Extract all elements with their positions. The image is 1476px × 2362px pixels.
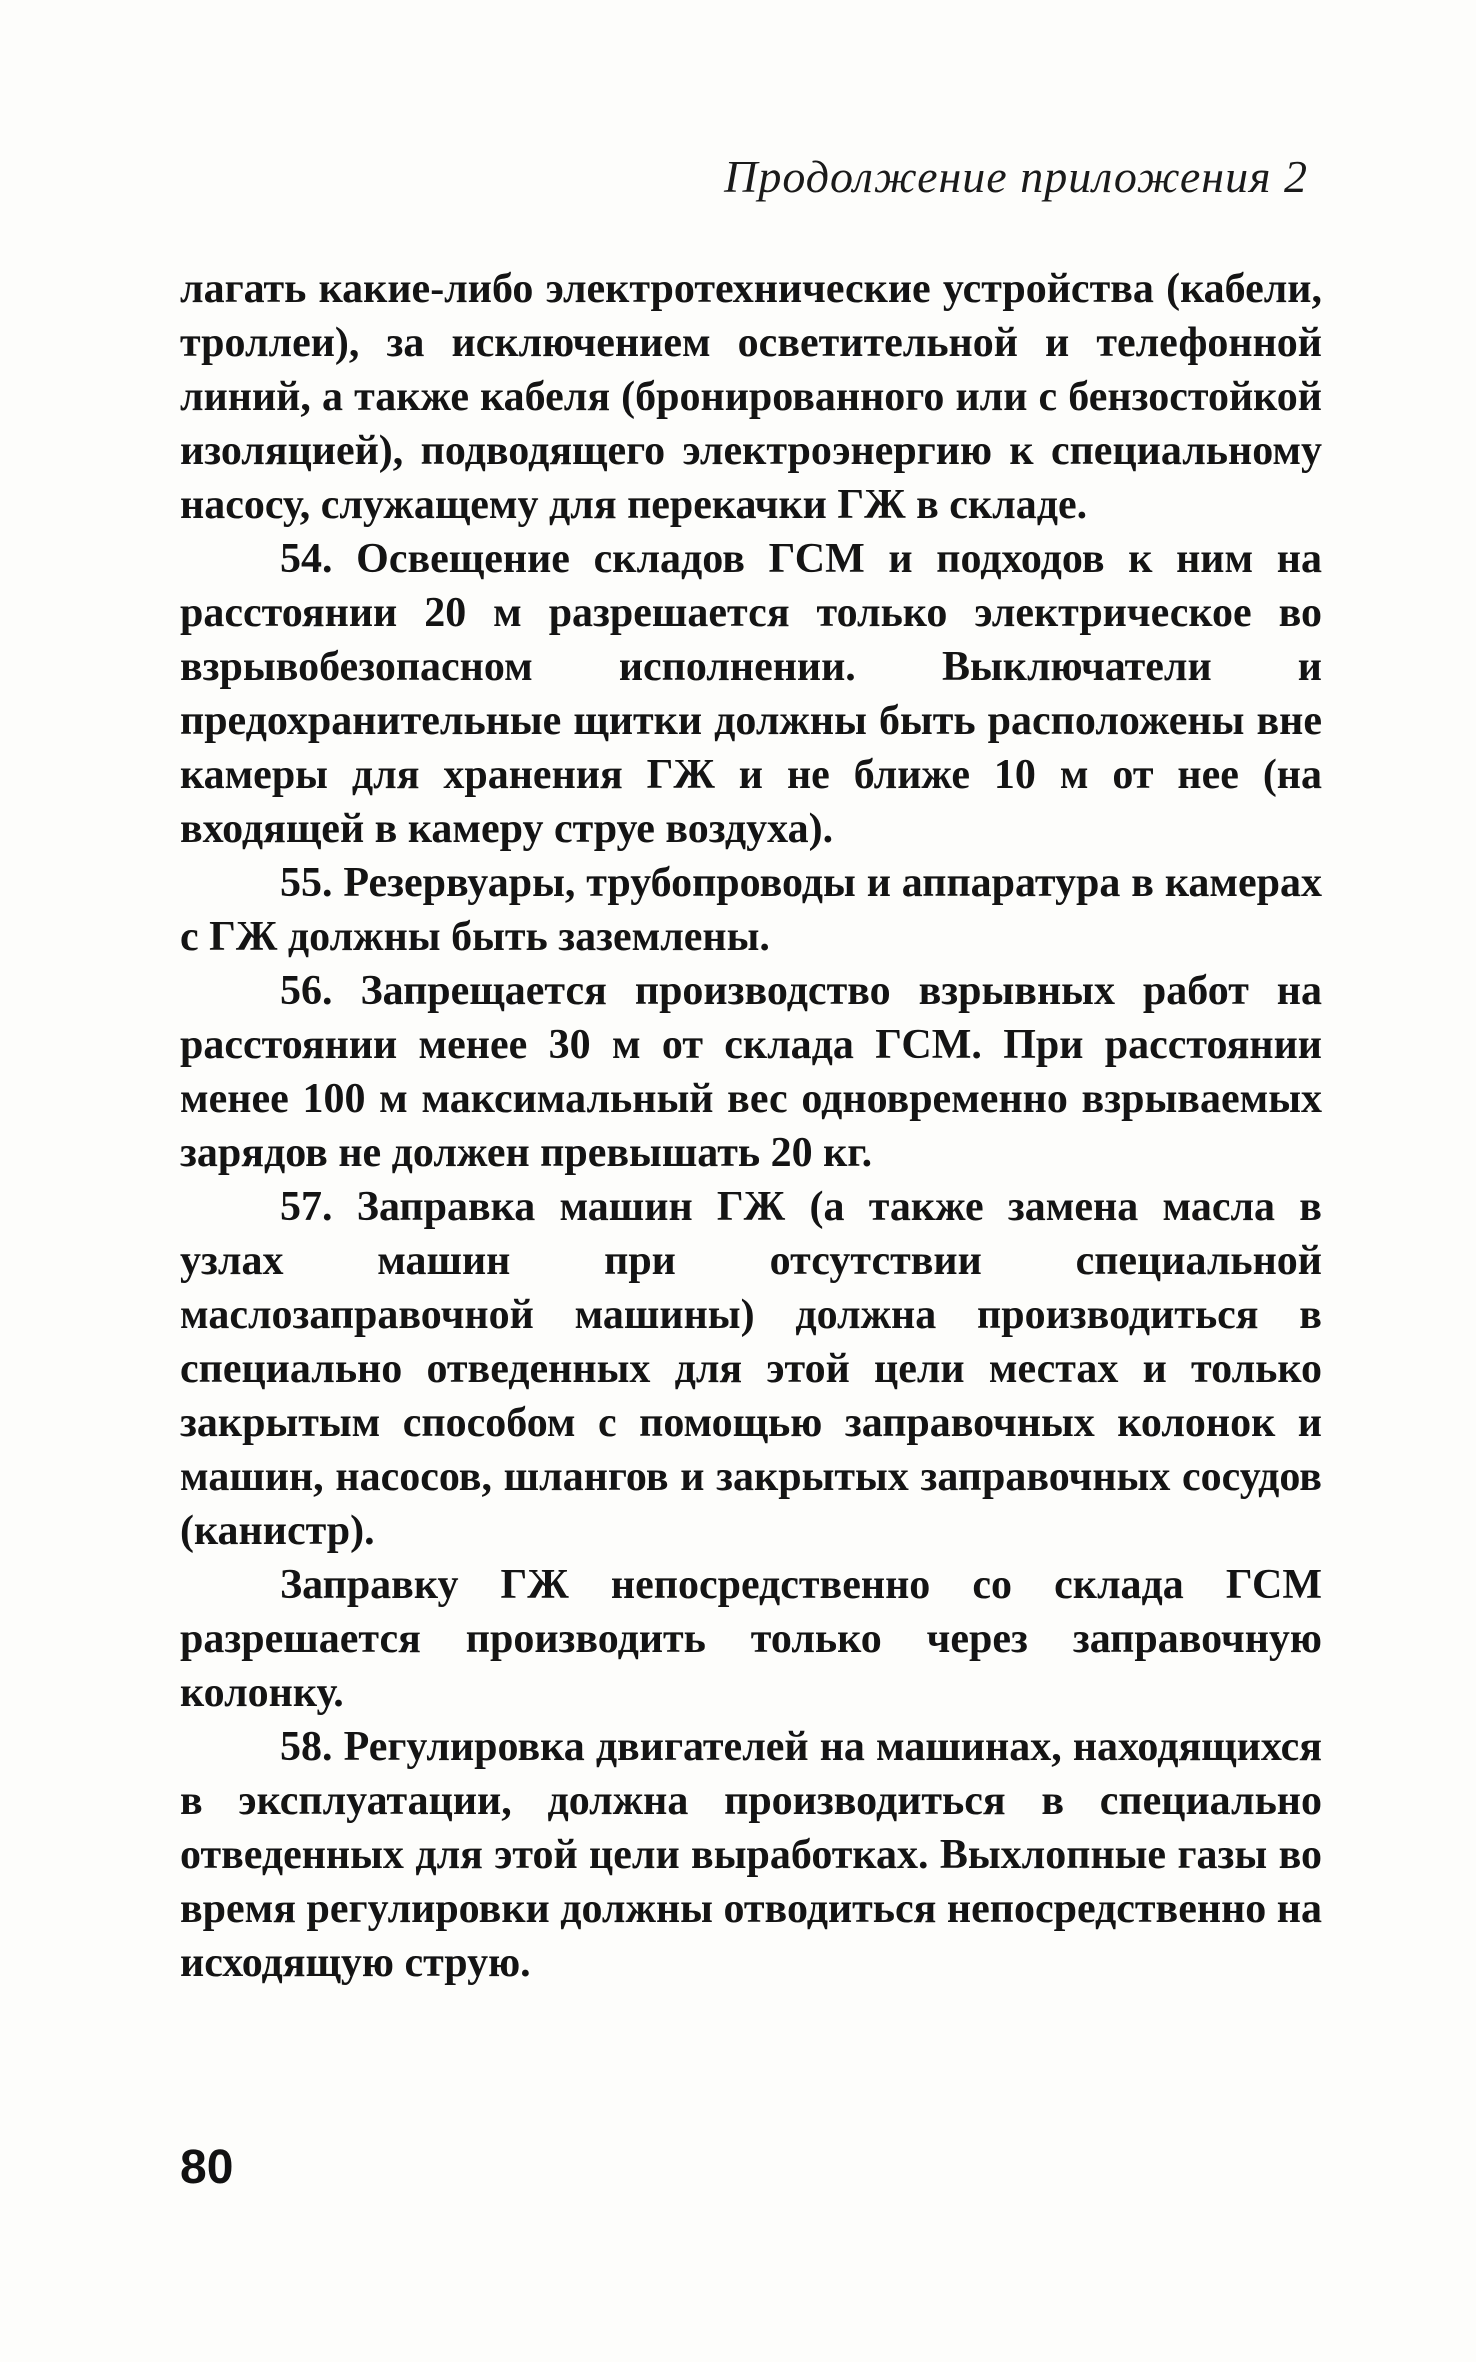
page-number: 80 [180,2141,234,2194]
paragraph-54: 54. Освещение складов ГСМ и подходов к ним на расстоянии 20 м разрешается только электрическое во взрывобезопасном исполнении. Выключатели и предохранительные щитки должны быть расположены вне камеры для хранения ГЖ и не ближе 10 м от нее (на входящей в камеру струе воздуха). [180,536,1322,852]
paragraph-continued: лагать какие-либо электротехнические устройства (кабели, троллеи), за исключением осветительной и телефонной линий, а также кабеля (бронированного или с бензостойкой изоляцией), подводящего электроэнергию к специальному насосу, служащему для перекачки ГЖ в складе. [180,266,1322,528]
body-text [180,262,1322,1990]
running-head: Продолжение приложения 2 [724,151,1308,202]
paragraph-57: 57. Заправка машин ГЖ (а также замена масла в узлах машин при отсутствии специальной маслозаправочной машины) должна производиться в специально отведенных для этой цели местах и только закрытым способом с помощью заправочных колонок и машин, насосов, шлангов и закрытых заправочных сосудов (канистр). [180,1184,1322,1554]
paragraph-55: 55. Резервуары, трубопроводы и аппаратура в камерах с ГЖ должны быть заземлены. [180,860,1322,960]
paragraph-56: 56. Запрещается производство взрывных работ на расстоянии менее 30 м от склада ГСМ. При расстоянии менее 100 м максимальный вес одновременно взрываемых зарядов не должен превышать 20 кг. [180,968,1322,1176]
paragraph-58: 58. Регулировка двигателей на машинах, находящихся в эксплуатации, должна производиться в специально отведенных для этой цели выработках. Выхлопные газы во время регулировки должны отводиться непосредственно на исходящую струю. [180,1724,1322,1986]
paragraph-57-continued: Заправку ГЖ непосредственно со склада ГСМ разрешается производить только через заправочную колонку. [180,1562,1322,1716]
